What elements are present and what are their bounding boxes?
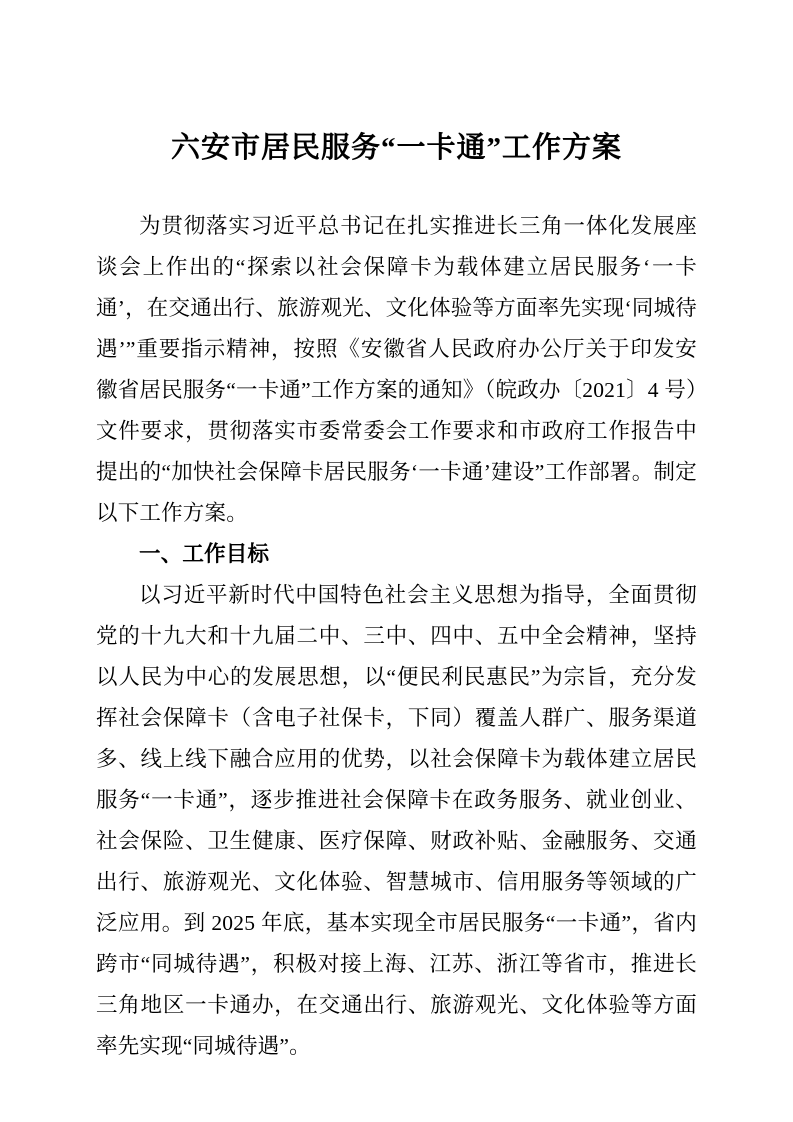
page-title: 六安市居民服务“一卡通”工作方案 bbox=[170, 132, 622, 164]
paragraph-intro: 为贯彻落实习近平总书记在扎实推进长三角一体化发展座谈会上作出的“探索以社会保障卡为载体建立居民服务‘一卡通’，在交通出行、旅游观光、文化体验等方面率先实现‘同城待遇’”重要指示精神，按照《安徽省人民政府办公厅关于印发安徽省居民服务“一卡通”工作方案的通知》（皖政办〔2021〕4 号）文件要求，贯彻落实市委常委会工作要求和市政府工作报告中提出的“加快社会保障卡居民服务‘一卡通’建设”工作部署。制定以下工作方案。 bbox=[96, 214, 697, 525]
paragraph-work-goals: 以习近平新时代中国特色社会主义思想为指导，全面贯彻党的十九大和十九届二中、三中、四中、五中全会精神，坚持以人民为中心的发展思想，以“便民利民惠民”为宗旨，充分发挥社会保障卡（含电子社保卡，下同）覆盖人群广、服务渠道多、线上线下融合应用的优势，以社会保障卡为载体建立居民服务“一卡通”，逐步推进社会保障卡在政务服务、就业创业、社会保险、卫生健康、医疗保障、财政补贴、金融服务、交通出行、旅游观光、文化体验、智慧城市、信用服务等领域的广泛应用。到 2025 年底，基本实现全市居民服务“一卡通”，省内跨市“同城待遇”，积极对接上海、江苏、浙江等省市，推进长三角地区一卡通办，在交通出行、旅游观光、文化体验等方面率先实现“同城待遇”。 bbox=[96, 583, 697, 1058]
document-body bbox=[96, 206, 697, 1067]
section-heading-work-goals: 一、工作目标 bbox=[139, 542, 270, 566]
